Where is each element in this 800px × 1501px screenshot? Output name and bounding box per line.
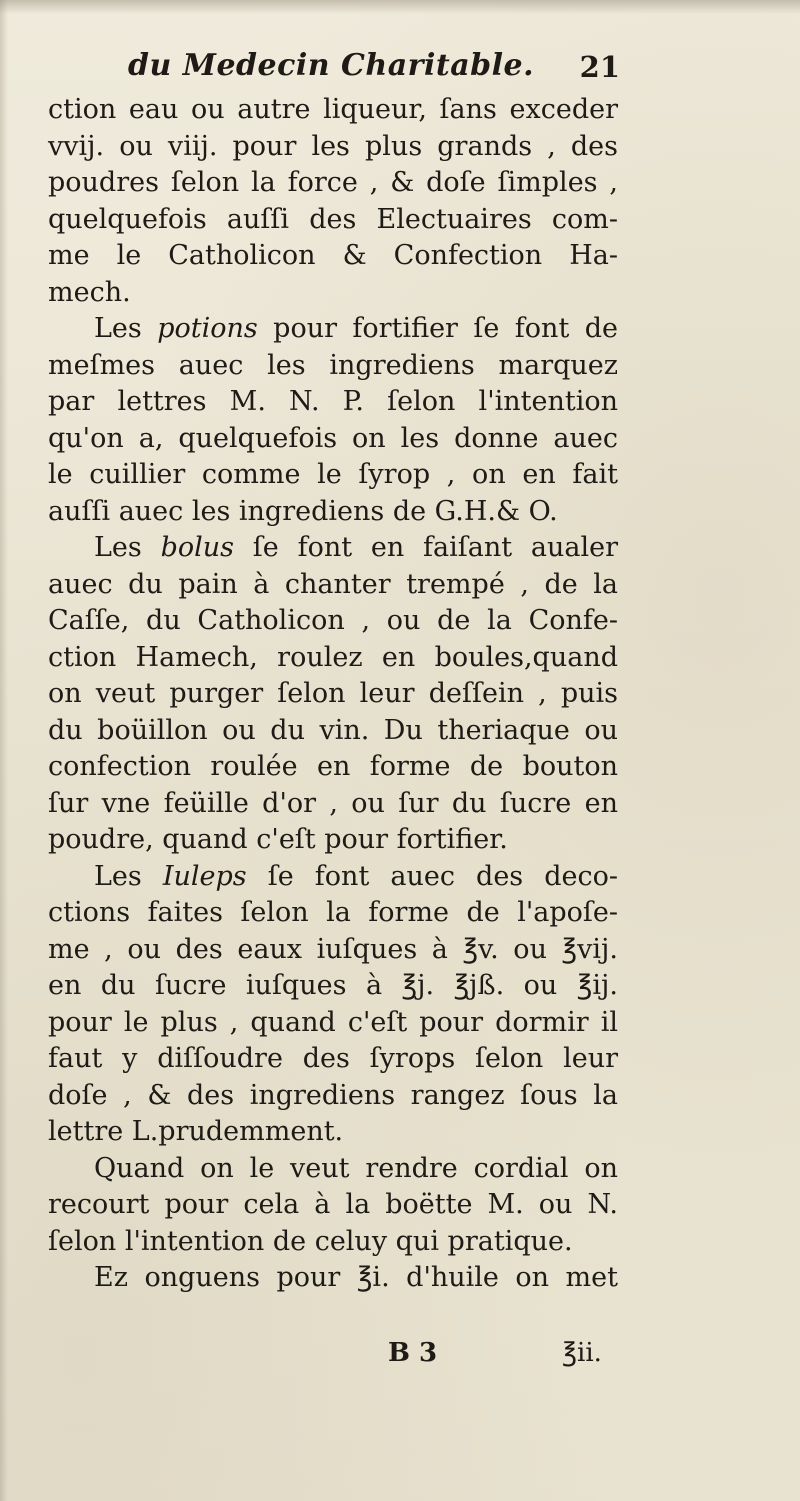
body-text bbox=[48, 92, 618, 1297]
text-line: ction Hamech, roulez en boules,quand bbox=[48, 641, 618, 673]
signature-mark: B 3 bbox=[388, 1338, 438, 1368]
text-line: auec du pain à chanter trempé , de la bbox=[48, 568, 618, 600]
text-line: vvij. ou viij. pour les plus grands , des bbox=[48, 130, 618, 162]
text-line: ſelon l'intention de celuy qui pratique. bbox=[48, 1225, 573, 1257]
text-line: poudre, quand c'eſt pour fortifier. bbox=[48, 824, 508, 855]
text-line: Caſſe, du Catholicon , ou de la Confe- bbox=[48, 605, 618, 636]
running-title: du Medecin Charitable. bbox=[128, 48, 535, 83]
text-line: confection roulée en forme de bouton bbox=[48, 751, 618, 782]
text-line: pour le plus , quand c'eſt pour dormir il bbox=[48, 1006, 618, 1038]
text-line: meſmes auec les ingrediens marquez bbox=[48, 349, 618, 381]
paragraph-cordial-start: Quand on le veut rendre cordial on bbox=[94, 1152, 618, 1184]
text-line: ctions faites ſelon la forme de l'apoſe- bbox=[48, 897, 618, 928]
page-number: 21 bbox=[579, 50, 620, 84]
page-edge-shadow-top bbox=[0, 0, 800, 14]
text-line: me , ou des eaux iuſques à ℥v. ou ℥vij. bbox=[48, 933, 618, 965]
paragraph-onguens-start: Ez onguens pour ℥i. d'huile on met bbox=[94, 1262, 618, 1293]
text-line: me le Catholicon & Confection Ha- bbox=[48, 240, 618, 271]
text-line: ſur vne feüille d'or , ou ſur du ſucre en bbox=[48, 787, 618, 819]
text-line: recourt pour cela à la boëtte M. ou N. bbox=[48, 1189, 618, 1220]
text-line: par lettres M. N. P. ſelon l'intention bbox=[48, 386, 618, 417]
text-line: auſſi auec les ingrediens de G.H.& O. bbox=[48, 495, 558, 527]
page-edge-shadow-left bbox=[0, 0, 8, 1501]
text-line: faut y diſſoudre des ſyrops ſelon leur bbox=[48, 1043, 618, 1074]
text-line: on veut purger ſelon leur deſſein , puis bbox=[48, 678, 618, 709]
text-line: doſe , & des ingrediens rangez ſous la bbox=[48, 1079, 618, 1111]
text-line: du boüillon ou du vin. Du theriaque ou bbox=[48, 714, 618, 746]
running-head bbox=[48, 48, 620, 88]
text-line: qu'on a, quelquefois on les donne auec bbox=[48, 422, 618, 454]
text-line: en du ſucre iuſques à ℥j. ℥jß. ou ℥ij. bbox=[48, 970, 618, 1001]
text-line: le cuillier comme le ſyrop , on en fait bbox=[48, 459, 618, 490]
paragraph-bolus-start: Les bolus ſe font en faiſant aualer bbox=[94, 532, 618, 563]
paragraph-potions-start: Les potions pour fortifier ſe font de bbox=[94, 313, 618, 344]
catchword: ℥ii. bbox=[562, 1338, 602, 1368]
text-line: lettre L.prudemment. bbox=[48, 1116, 344, 1147]
text-line: quelquefois auſſi des Electuaires com- bbox=[48, 203, 618, 235]
text-line: poudres ſelon la force , & doſe ſimples , bbox=[48, 167, 618, 198]
paragraph-juleps-start: Les Iuleps ſe font auec des deco- bbox=[94, 860, 618, 892]
text-line: mech. bbox=[48, 276, 131, 308]
text-line: ction eau ou autre liqueur, ſans exceder bbox=[48, 94, 618, 125]
